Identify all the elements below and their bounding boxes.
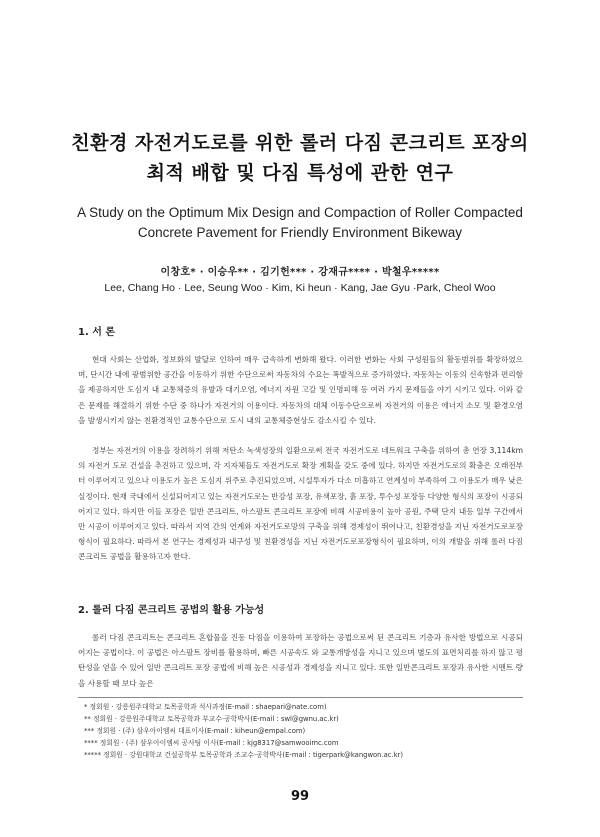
body-paragraph: 롤러 다짐 콘크리트는 콘크리트 혼합물을 진동 다짐을 이용하여 포장하는 공법으로써 된 콘크리트 기층과 유사한 방법으로 시공되어지는 공법이다. 이 공법은 아스팔트 장비를 활용하며, 빠른 시공속도 와 교통개방성을 지니고 있으며 별도의 표면처리를 하지 않고 평탄성을 얻을 수 있어 일반 콘크리트 포장 공법에 비해 높은 시공성과 경제성을 지니고 있다. 또한 일반콘크리트 포장과 유사한 시멘트 량을 사용할 때 보다 높은: [78, 633, 523, 688]
footnote: *** 정회원 · (주) 삼우아이엠씨 대표이사(E-mail : kiheun@empal.com): [84, 726, 306, 735]
footnote: ***** 정회원 · 강원대학교 건설공학부 토목공학과 조교수·공학박사(E-mail : tigerpark@kangwon.ac.kr): [84, 750, 404, 759]
body-paragraph: 현대 사회는 산업화, 정보화의 발달로 인하여 매우 급속하게 변화해 왔다. 이러한 변화는 사회 구성원들의 활동범위를 확장하였으며, 단시간 내에 광범위한 공간을 이동하기 위한 수단으로써 자동차의 수요는 폭발적으로 증가하였다. 자동차는 이동의 신속함과 편리함을 제공하지만 도심지 내 교통체증의 유발과 대기오염, 에너지 자원 고갈 및 인명피해 등 여러 가지 문제들을 야기 시키고 있다. 이와 같은 문제를 해결하기 위한 수단 중 하나가 자전거의 이용이다. 자동차의 대체 이동수단으로써 자전거의 이용은 에너지 소모 및 환경오염을 발생시키지 않는 친환경적인 교통수단으로 도시 내의 교통체증현상도 감소시킬 수 있다.: [78, 355, 523, 425]
title-korean-line1: 친환경 자전거도로를 위한 롤러 다짐 콘크리트 포장의: [71, 132, 529, 154]
page-number: 99: [290, 789, 310, 804]
authors-korean: 이창호* · 이승우** · 김기헌*** · 강재규**** · 박철우*****: [160, 267, 440, 278]
body-paragraph: 정부는 자전거의 이용을 장려하기 위해 저탄소 녹색성장의 일환으로써 전국 자전거도로 네트워크 구축을 위하여 총 연장 3,114km의 자전거 도로 건설을 추진하고 있으며, 각 지자체들도 자전거도로 확장 계획을 갖도 중에 있다. 하지만 자전거도로의 확충은 오래전부터 이루어지고 있으나 이용도가 높은 도심지 위주로 추진되었으며, 시설투자가 다소 미흡하고 연계성이 부족하여 그 이용도가 매우 낮은 실정이다. 현재 국내에서 신설되어지고 있는 자전거도로는 반강성 포장, 유색포장, 흙 포장, 투수성 포장등 다양한 형식의 포장이 시공되어지고 있다. 하지만 이들 포장은 일반 콘크리트, 아스팔트 콘크리트 포장에 비해 시공비용이 높아 공원, 주택 단지 내등 일부 구간에서만 시공이 이루어지고 있다. 따라서 지역 간의 연계와 자전거도로망의 구축을 위해 경제성이 뛰어나고, 친환경성을 지닌 자전거도로포장 형식이 필요하다. 따라서 본 연구는 경제성과 내구성 및 친환경성을 지닌 자전거도로포장형식이 필요하며, 이의 개발을 위해 롤러 다짐 콘크리트 공법을 활용하고자 한다.: [78, 446, 523, 562]
footnote: **** 정회원 · (주) 삼우아이엠씨 공사팀 이사(E-mail : kjg8317@samwooimc.com: [84, 738, 339, 747]
section-heading-rcc: 2. 롤러 다짐 콘크리트 공법의 활용 가능성: [78, 605, 265, 616]
title-english-line1: A Study on the Optimum Mix Design and Compaction of Roller Compacted: [77, 205, 523, 220]
authors-english: Lee, Chang Ho · Lee, Seung Woo · Kim, Ki heun · Kang, Jae Gyu ·Park, Cheol Woo: [104, 282, 496, 294]
title-korean-line2: 최적 배합 및 다짐 특성에 관한 연구: [146, 162, 454, 184]
footnote: * 정회원 · 강릉원주대학교 토목공학과 석사과정(E-mail : shaepari@nate.com): [84, 703, 327, 711]
footnote-divider: [78, 697, 523, 698]
title-english-line2: Concrete Pavement for Friendly Environment Bikeway: [137, 225, 463, 240]
footnotes: [84, 702, 524, 762]
section-heading-introduction: 1. 서 론: [78, 327, 116, 338]
footnote: ** 정회원 · 강릉원주대학교 토목공학과 부교수·공학박사(E-mail : swl@gwnu.ac.kr): [84, 714, 339, 723]
